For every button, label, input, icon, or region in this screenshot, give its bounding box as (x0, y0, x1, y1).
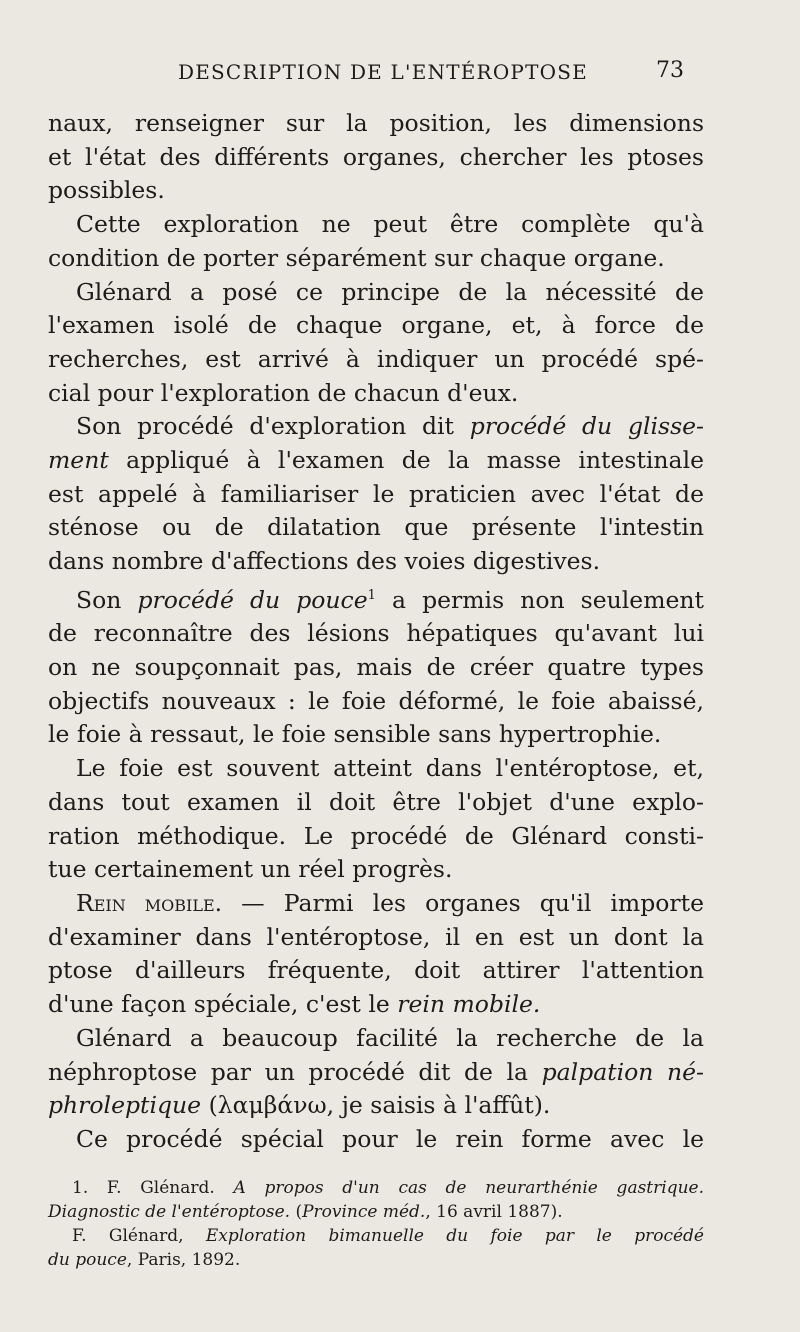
footnote-line (48, 1224, 704, 1248)
footnote-text: , 16 avril 1887). (425, 1202, 563, 1222)
text-segment: appliqué à l'examen de la masse intestinale (126, 446, 704, 475)
footnote-line (48, 1248, 704, 1272)
italic-term: rein mobile. (397, 990, 541, 1019)
text-line: dans tout examen il doit être l'objet d'une explo- (48, 787, 704, 816)
italic-term: procédé du glisse- (469, 412, 704, 441)
footnote-title: Diagnostic de l'entéroptose. (48, 1202, 291, 1222)
text-line: le foie à ressaut, le foie sensible sans hypertrophie. (48, 720, 662, 749)
text-line: on ne soupçonnait pas, mais de créer quatre types (48, 653, 704, 682)
footnote-title: Exploration bimanuelle du foie par le procédé (205, 1226, 704, 1246)
footnote-title: du pouce (48, 1250, 127, 1270)
text-line: tue certainement un réel progrès. (48, 855, 453, 884)
italic-term: phroleptique (48, 1091, 202, 1120)
text-line: cial pour l'exploration de chacun d'eux. (48, 378, 519, 407)
italic-term: palpation né- (541, 1057, 704, 1086)
text-line: Ce procédé spécial pour le rein forme avec le (76, 1124, 704, 1153)
footnote-line (48, 1176, 704, 1200)
text-line: l'examen isolé de chaque organe, et, à force de (48, 311, 704, 340)
footnote-text: , Paris, 1892. (126, 1250, 241, 1270)
footnote-ref: 1 (367, 587, 376, 603)
body-text (48, 107, 704, 1157)
page-header (0, 58, 800, 90)
text-line (48, 579, 704, 618)
text-line: Glénard a posé ce principe de la nécessité de (76, 277, 704, 306)
text-line: recherches, est arrivé à indiquer un procédé spé- (48, 344, 704, 373)
running-head: DESCRIPTION DE L'ENTÉROPTOSE (178, 60, 588, 84)
text-line: de reconnaître des lésions hépatiques qu'avant lui (48, 619, 704, 648)
text-line (48, 988, 704, 1022)
footnote-author: F. Glénard, (72, 1226, 184, 1246)
text-segment: (λαμβάνω, je saisis à l'affût). (208, 1091, 551, 1120)
text-line: ration méthodique. Le procédé de Glénard consti- (48, 821, 704, 850)
text-line: d'examiner dans l'entéroptose, il en est un dont la (48, 922, 704, 951)
footnote-journal: Province méd. (302, 1202, 426, 1222)
italic-term: procédé du pouce (137, 585, 368, 614)
text-segment: a permis non seulement (392, 585, 704, 614)
text-line: dans nombre d'affections des voies digestives. (48, 547, 601, 576)
text-segment: d'une façon spéciale, c'est le (48, 990, 390, 1019)
text-line (48, 444, 704, 478)
text-line: naux, renseigner sur la position, les dimensions (48, 109, 704, 137)
text-line: possibles. (48, 176, 165, 205)
footnote-author: 1. F. Glénard. (72, 1178, 215, 1198)
text-line: est appelé à familiariser le praticien avec l'état de (48, 479, 704, 508)
text-line: Cette exploration ne peut être complète qu'à (76, 210, 704, 239)
text-line: objectifs nouveaux : le foie déformé, le foie abaissé, (48, 686, 704, 715)
text-line: condition de porter séparément sur chaque organe. (48, 243, 665, 272)
page-number: 73 (656, 58, 684, 83)
text-line (48, 1056, 704, 1090)
italic-term: ment (48, 446, 109, 475)
text-line (48, 887, 704, 921)
footnotes (48, 1176, 704, 1272)
section-heading: Rein mobile. (76, 889, 223, 917)
text-line: Glénard a beaucoup facilité la recherche de la (76, 1023, 704, 1052)
text-line (48, 410, 704, 444)
text-line: sténose ou de dilatation que présente l'intestin (48, 513, 704, 542)
text-line (48, 1089, 704, 1123)
footnote-text: ( (295, 1202, 303, 1222)
text-line: et l'état des différents organes, chercher les ptoses (48, 142, 704, 171)
text-line: Le foie est souvent atteint dans l'entéroptose, et, (76, 754, 704, 783)
text-segment: néphroptose par un procédé dit de la (48, 1057, 529, 1086)
footnote-title: A propos d'un cas de neurarthénie gastrique. (233, 1178, 704, 1198)
text-line: ptose d'ailleurs fréquente, doit attirer l'attention (48, 956, 704, 985)
footnote-line (48, 1200, 704, 1224)
text-segment: Son procédé d'exploration dit (76, 412, 454, 441)
text-segment: — Parmi les organes qu'il importe (241, 889, 704, 917)
text-segment: Son (76, 585, 122, 614)
